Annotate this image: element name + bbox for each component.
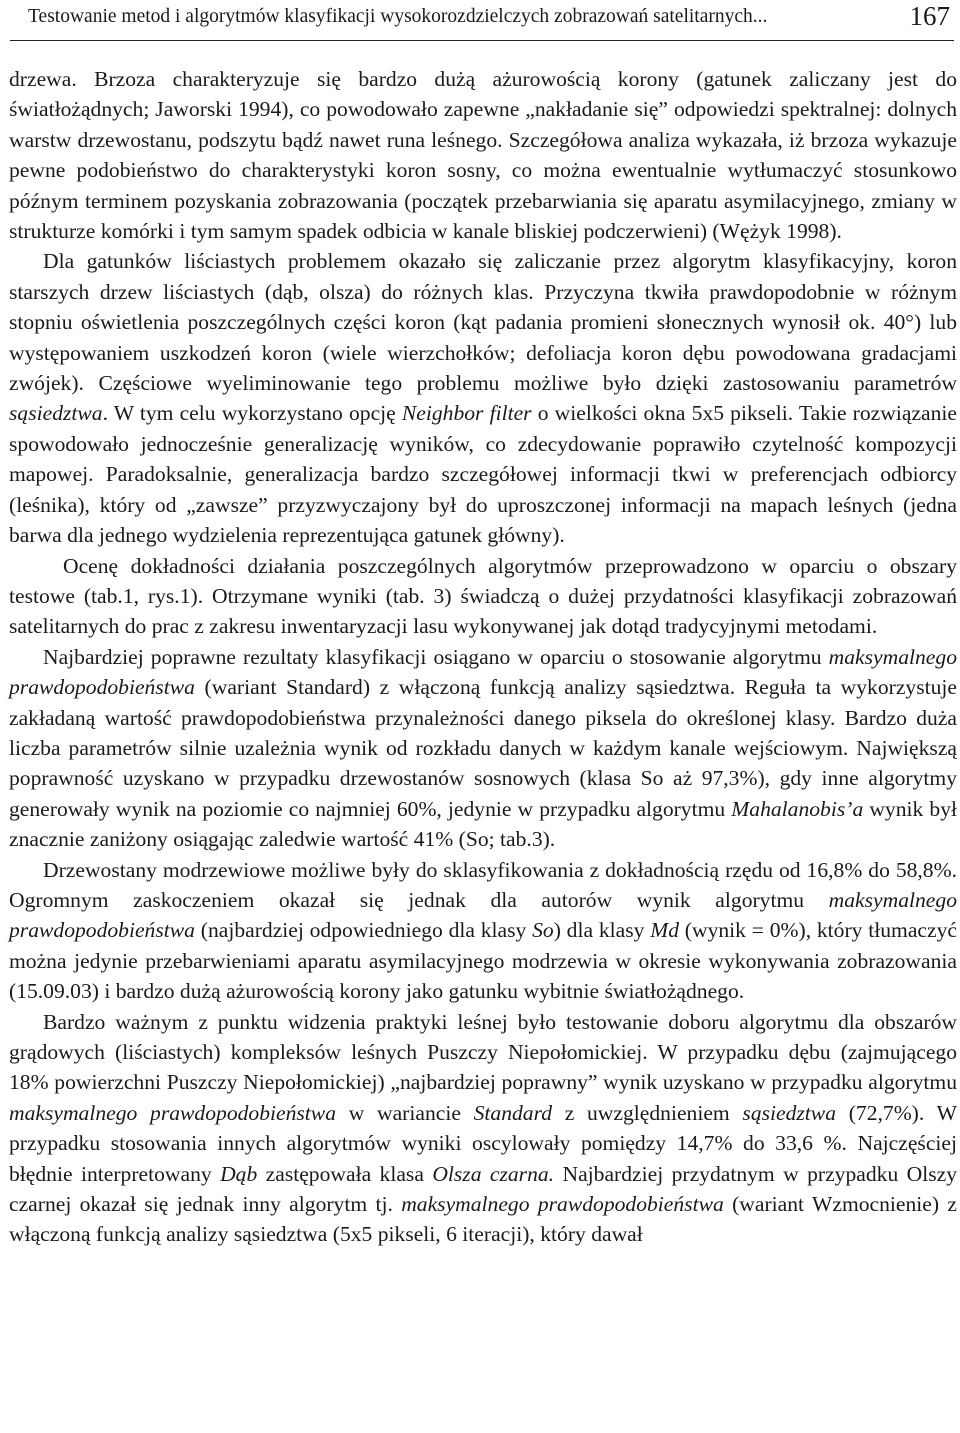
italic-term: sąsiedztwa (742, 1100, 837, 1125)
text-run: (wariant Wzmocnienie) z włączoną funkcją analizy sąsiedztwa (5x5 pikseli, 6 iteracji), który dawał (9, 1192, 957, 1247)
text-run: Bardzo ważnym z punktu widzenia praktyki leśnej było testowanie doboru algorytmu dla obszarów grądowych (liściastych) kompleksów leśnych Puszczy Niepołomickiej. W przypadku dębu (zajmującego 18% powierzchni Puszczy Niepołomickiej) „najbardziej poprawny” wynik uzyskano w przypadku algorytmu (9, 1009, 957, 1095)
text-run: wynik był znacznie zaniżony osiągając zaledwie wartość 41% (So; tab.3). (9, 796, 957, 852)
paragraph (9, 551, 957, 642)
text-run: (wariant Standard) z włączoną funkcją analizy sąsiedztwa. Reguła ta wykorzystuje zakładaną wartość prawdopodobieństwa przynależności danego piksela do określonej klasy. Bardzo duża liczba parametrów silnie uzależnia wynik od rozkładu danych w każdym kanale wejściowym. Największą poprawność uzyskano w przypadku drzewostanów sosnowych (klasa So aż 97,3%), gdy inne algorytmy generowały wynik na poziomie co najmniej 60%, jedynie w przypadku algorytmu (9, 675, 957, 821)
italic-term: So (532, 918, 554, 943)
paragraph (9, 855, 957, 1007)
italic-term: Olsza czarna. (432, 1161, 555, 1186)
text-run: o wielkości okna 5x5 pikseli. Takie rozwiązanie spowodowało jednocześnie generalizację wyników, co zdecydowanie poprawiło czytelność kompozycji mapowej. Paradoksalnie, generalizacja bardzo szczegółowej informacji tkwi w preferencjach odbiorcy (leśnika), który od „zawsze” przyzwyczajony był do uproszczonej informacji na mapach leśnych (jedna barwa dla jednego wydzielenia reprezentująca gatunek główny). (9, 401, 957, 548)
italic-term: sąsiedztwa (9, 401, 103, 426)
italic-term: Mahalanobis’a (731, 796, 864, 821)
text-run: Drzewostany modrzewiowe możliwe były do sklasyfikowania z dokładnością rzędu od 16,8% do 58,8%. Ogromnym zaskoczeniem okazał się jednak dla autorów wynik algorytmu (9, 857, 957, 912)
paragraph (9, 64, 957, 246)
paragraph (9, 642, 957, 855)
text-run: . W tym celu wykorzystano opcję (102, 401, 402, 426)
body-text (9, 64, 957, 1250)
italic-term: Neighbor filter (401, 401, 532, 426)
text-run: Najbardziej poprawne rezultaty klasyfikacji osiągano w oparciu o stosowanie algorytmu (43, 644, 829, 669)
paragraph (9, 1007, 957, 1250)
running-header-title: Testowanie metod i algorytmów klasyfikacji wysokorozdzielczych zobrazowań satelitarnych... (28, 6, 768, 27)
italic-term: maksymalnego prawdopodobieństwa (401, 1192, 724, 1217)
text-run: Dla gatunków liściastych problemem okazało się zaliczanie przez algorytm klasyfikacyjny, koron starszych drzew liściastych (dąb, olsza) do różnych klas. Przyczyna tkwiła prawdopodobnie w różnym stopniu oświetlenia poszczególnych części koron (kąt padania promieni słonecznych wynosił ok. 40°) lub występowaniem uszkodzeń koron (wiele wierzchołków; defoliacja koron dębu powodowana gradacjami zwójek). Częściowe wyeliminowanie tego problemu możliwe było dzięki zastosowaniu parametrów (9, 249, 957, 396)
text-run: (najbardziej odpowiedniego dla klasy (194, 918, 533, 943)
text-run: z uwzględnieniem (552, 1100, 743, 1125)
text-run: (72,7%). W przypadku stosowania innych algorytmów wyniki oscylowały pomiędzy 14,7% do 33,6 %. Najczęściej błędnie interpretowany (9, 1100, 957, 1186)
text-run: drzewa. Brzoza charakteryzuje się bardzo dużą ażurowością korony (gatunek zaliczany jest do światłożądnych; Jaworski 1994), co powodowało zapewne „nakładanie się” odpowiedzi spektralnej: dolnych warstw drzewostanu, podszytu bądź nawet runa leśnego. Szczegółowa analiza wykazała, iż brzoza wykazuje pewne podobieństwo do charakterystyki koron sosny, co można ewentualnie wytłumaczyć stosunkowo późnym terminem pozyskania zobrazowania (początek przebarwiania się aparatu asymilacyjnego, zmiany w strukturze komórki i tym samym spadek odbicia w kanale bliskiej podczerwieni) (Wężyk 1998). (9, 67, 957, 244)
italic-term: maksymalnego prawdopodobieństwa (9, 644, 957, 700)
text-run: zastępowała klasa (257, 1161, 433, 1186)
italic-term: Dąb (220, 1161, 258, 1186)
text-run: Ocenę dokładności działania poszczególnych algorytmów przeprowadzono w oparciu o obszary testowe (tab.1, rys.1). Otrzymane wyniki (tab. 3) świadczą o dużej przydatności klasyfikacji zobrazowań satelitarnych do prac z zakresu inwentaryzacji lasu wykonywanej jak dotąd tradycyjnymi metodami. (9, 553, 957, 639)
italic-term: Standard (473, 1100, 553, 1125)
text-run: Najbardziej przydatnym w przypadku Olszy czarnej okazał się jednak inny algorytm tj. (9, 1161, 958, 1217)
italic-term: maksymalnego prawdopodobieństwa (9, 1100, 336, 1125)
italic-term: Md (650, 918, 680, 943)
text-run: ) dla klasy (553, 918, 651, 943)
italic-term: maksymalnego prawdopodobieństwa (9, 887, 957, 943)
paragraph (9, 246, 957, 550)
text-run: w wariancie (336, 1100, 474, 1125)
text-run: (wynik = 0%), który tłumaczyć można jedynie przebarwieniami aparatu asymilacyjnego modrzewia w okresie wykonywania zobrazowania (15.09.03) i bardzo dużą ażurowością korony jako gatunku wybitnie światłożądnego. (9, 918, 957, 1004)
page-number: 167 (909, 1, 950, 31)
running-header (10, 0, 954, 41)
